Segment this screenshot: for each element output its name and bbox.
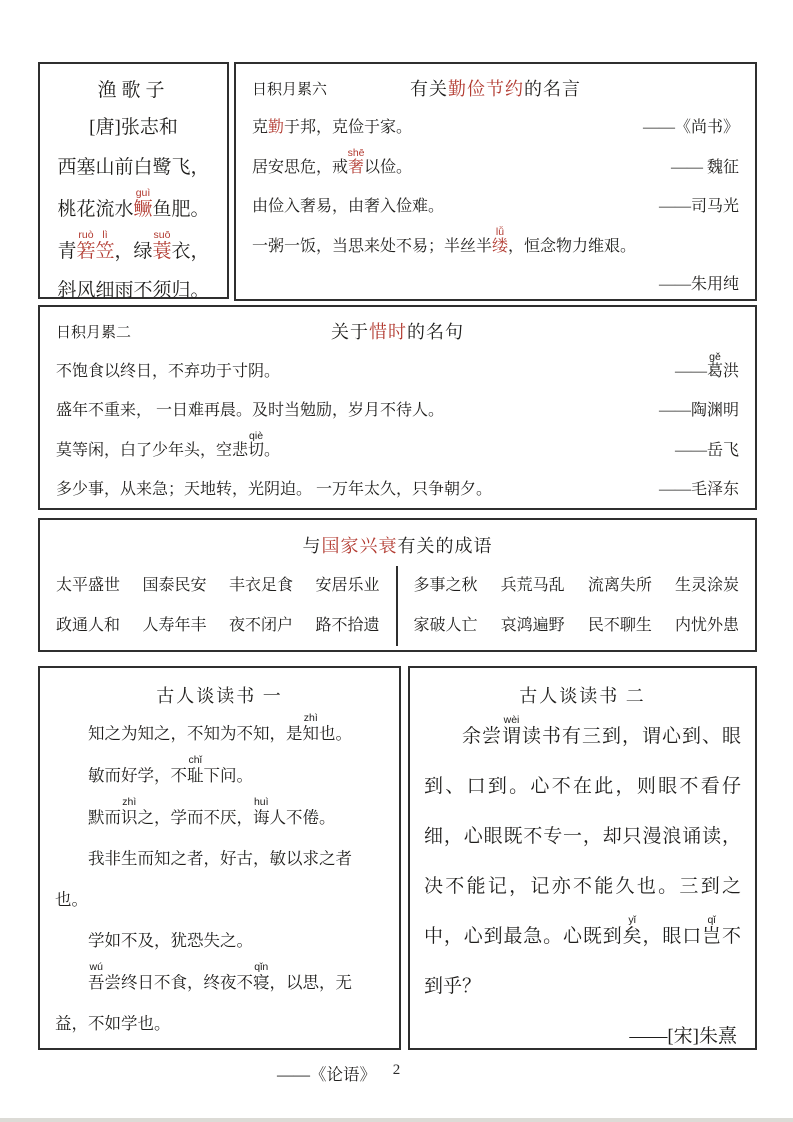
quote-text: 克勤于邦，克俭于家。 [252,119,413,136]
idiom: 民不聊生 [587,617,652,634]
reading-one-card [38,666,401,1084]
idiom: 安居乐业 [315,577,380,594]
quote-row [252,147,739,187]
idioms-card [38,518,757,652]
quote-row [56,351,739,391]
reading-two-title: 古人谈读书 二 [519,686,646,706]
idiom: 流离失所 [587,577,652,594]
reading-one-line: 知之为知之，不知为不知，是知zhì也。 [88,712,352,743]
idiom: 哀鸿遍野 [500,617,565,634]
quote-attribution: ——岳飞 [674,442,739,459]
reading-two-body: 余尝谓wèi读书有三到，谓心到、眼到、口到。心不在此，则眼不看仔细，心眼既不专一，却只漫浪诵读，决不能记，记亦不能久也。三到之中，心到最急。心既到矣yǐ，眼口岂qǐ不到乎？ [424,714,741,997]
quote-text: 莫等闲，白了少年头，空悲切qiè。 [56,430,281,459]
reading-two-attribution: ——[宋]朱熹 [629,1026,737,1047]
idiom-row [414,566,740,606]
idiom-row [56,606,380,646]
reading-one-line: 学如不及，犹恐失之。 [88,931,253,950]
quote-text: 由俭入奢易，由奢入俭难。 [252,198,445,215]
reading-one-line: 我非生而知之者，好古，敏以求之者也。 [55,849,352,909]
quote-text: 居安思危，戒奢shē以俭。 [252,147,413,176]
quote-attribution: ——《尚书》 [642,119,739,136]
quote-text: 不饱食以终日，不弃功于寸阴。 [56,363,281,380]
poem-line-2: 桃花流水鳜guì鱼肥。 [57,187,210,220]
idioms-columns [40,566,755,646]
page-number: 2 [392,1062,401,1078]
time-header [56,319,739,345]
quote-row [56,430,739,470]
idiom: 内忧外患 [674,617,739,634]
thrift-quotes-card [234,62,757,301]
time-section-title: 关于惜时的名句 [331,322,464,342]
poem-title: 渔歌子 [97,80,170,101]
idiom: 生灵涂炭 [674,577,739,594]
time-quotes-card [38,305,757,510]
idiom: 太平盛世 [56,577,121,594]
idiom: 政通人和 [56,617,121,634]
poem-card [38,62,229,299]
quote-attribution: —— 魏征 [670,159,739,176]
idiom: 多事之秋 [413,577,478,594]
quote-attribution: ——毛泽东 [658,481,739,498]
idioms-column-prosperity [40,566,398,646]
reading-one-line: 吾wú尝终日不食，终夜不寝qǐn，以思，无 [88,961,352,992]
poem-line-3: 青箬ruò笠lì，绿蓑suō衣， [57,229,210,262]
idiom: 家破人亡 [413,617,478,634]
reading-one-line: 敏而好学，不耻chǐ下问。 [88,754,253,785]
reading-one-line: 默而识zhì之，学而不厌，诲huì人不倦。 [88,796,336,827]
thrift-section-title: 有关勤俭节约的名言 [410,79,581,99]
idiom: 夜不闭户 [228,617,293,634]
reading-one-line: 益，不如学也。 [55,1014,171,1033]
time-section-label: 日积月累二 [56,325,132,341]
quote-row [252,187,739,226]
reading-one-attribution: ——《论语》 [277,1065,376,1084]
idiom: 兵荒马乱 [500,577,565,594]
idiom-row [414,606,740,646]
quote-text: 盛年不重来， 一日难再晨。及时当勉励，岁月不待人。 [56,402,445,419]
idioms-column-decline [398,566,756,646]
poem-line-1: 西塞山前白鹭飞， [57,157,210,178]
thrift-section-label: 日积月累六 [252,82,328,98]
idiom: 国泰民安 [142,577,207,594]
quote-row [252,108,739,147]
scan-edge-strip [0,1118,793,1122]
idiom: 人寿年丰 [142,617,207,634]
quote-text: 多少事，从来急；天地转，光阴迫。 一万年太久，只争朝夕。 [56,481,493,498]
thrift-header [252,76,739,102]
quote-attribution: ——葛gě洪 [674,351,739,380]
reading-one-title: 古人谈读书 一 [156,686,283,706]
poem-line-4: 斜风细雨不须归。 [57,280,210,301]
quote-row [56,470,739,509]
idioms-title: 与国家兴衰有关的成语 [302,536,493,556]
quote-text: 一粥一饭，当思来处不易；半丝半缕lǚ，恒念物力维艰。 [252,226,637,255]
quote-attribution: ——司马光 [658,198,739,215]
idiom: 路不拾遗 [315,617,380,634]
poem-author: [唐]张志和 [89,117,178,138]
idiom-row [56,566,380,606]
quote-attribution: ——陶渊明 [658,402,739,419]
idiom: 丰衣足食 [228,577,293,594]
quote-row [56,391,739,430]
reading-two-card [408,666,757,1050]
quote-attribution: ——朱用纯 [658,276,739,293]
